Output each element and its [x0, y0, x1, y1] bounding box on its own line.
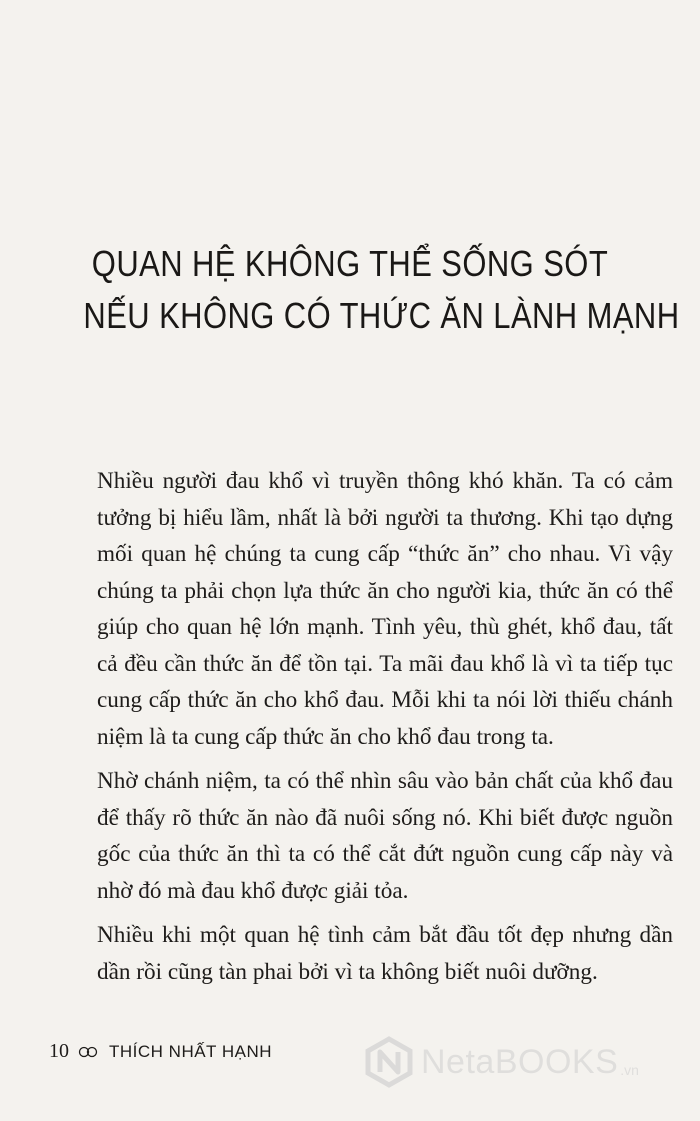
watermark-suffix: .vn [620, 1062, 639, 1078]
watermark-brand: NetaBOOKS [421, 1042, 619, 1081]
body-text [97, 463, 673, 998]
netabooks-logo-icon [363, 1036, 415, 1088]
page-number: 10 [49, 1040, 69, 1062]
page-footer [49, 1040, 272, 1063]
author-name: THÍCH NHẤT HẠNH [109, 1041, 273, 1061]
chapter-title [83, 238, 680, 342]
chapter-title-line-1: QUAN HỆ KHÔNG THỂ SỐNG SÓT [91, 243, 609, 284]
paragraph-2: Nhờ chánh niệm, ta có thể nhìn sâu vào bản chất của khổ đau để thấy rõ thức ăn nào đã nuôi sống nó. Khi biết được nguồn gốc của thức ăn thì ta có thể cắt đứt nguồn cung cấp này và nhờ đó mà đau khổ được giải tỏa. [97, 768, 673, 904]
paragraph-1: Nhiều người đau khổ vì truyền thông khó khăn. Ta có cảm tưởng bị hiểu lầm, nhất là bởi người ta thương. Khi tạo dựng mối quan hệ chúng ta cung cấp “thức ăn” cho nhau. Vì vậy chúng ta phải chọn lựa thức ăn cho người kia, thức ăn có thể giúp cho quan hệ lớn mạnh. Tình yêu, thù ghét, khổ đau, tất cả đều cần thức ăn để tồn tại. Ta mãi đau khổ là vì ta tiếp tục cung cấp thức ăn cho khổ đau. Mỗi khi ta nói lời thiếu chánh niệm là ta cung cấp thức ăn cho khổ đau trong ta. [97, 468, 673, 750]
watermark [363, 1036, 639, 1088]
ornament-icon [77, 1045, 99, 1059]
chapter-title-line-2: NẾU KHÔNG CÓ THỨC ĂN LÀNH MẠNH [83, 295, 680, 336]
paragraph-3: Nhiều khi một quan hệ tình cảm bắt đầu tốt đẹp nhưng dần dần rồi cũng tàn phai bởi vì ta không biết nuôi dưỡng. [97, 922, 673, 985]
